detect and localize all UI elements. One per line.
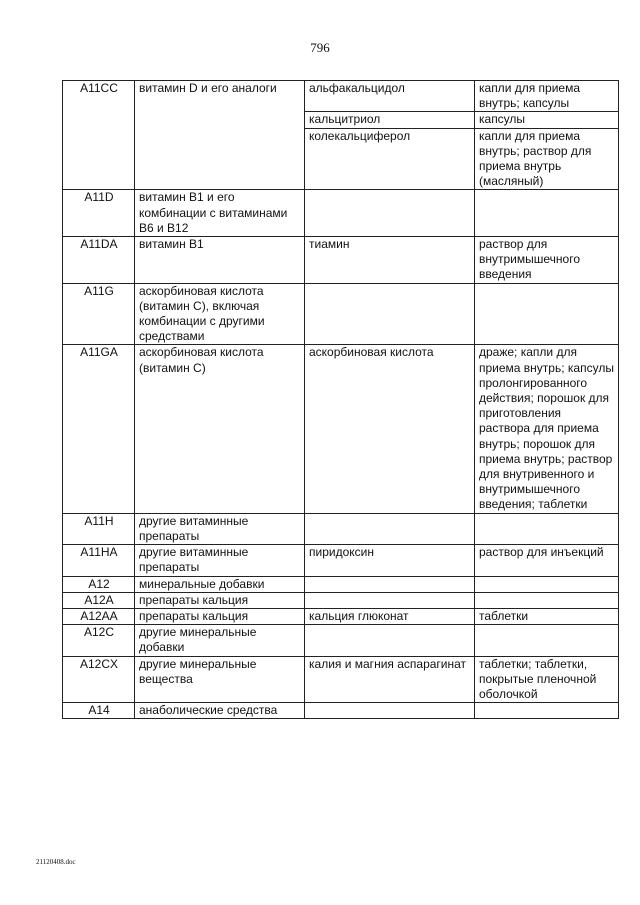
pharmacological-group: другие минеральные добавки	[135, 625, 305, 656]
atc-code: A12A	[63, 592, 135, 608]
table-row	[63, 513, 619, 544]
substance-name	[305, 576, 475, 592]
table-row	[63, 625, 619, 656]
substance-name: калия и магния аспарагинат	[305, 656, 475, 703]
table-row	[63, 81, 619, 112]
table-row	[63, 237, 619, 284]
table-row	[63, 592, 619, 608]
atc-code: A11DA	[63, 237, 135, 284]
atc-code: A12AA	[63, 608, 135, 624]
table-row	[63, 190, 619, 237]
pharmacological-group: аскорбиновая кислота (витамин С), включая комбинации с другими средствами	[135, 283, 305, 345]
table-row	[63, 545, 619, 576]
atc-code: A12C	[63, 625, 135, 656]
dosage-form	[475, 576, 619, 592]
dosage-form	[475, 283, 619, 345]
dosage-form	[475, 625, 619, 656]
pharmacological-group: другие витаминные препараты	[135, 545, 305, 576]
substance-name: аскорбиновая кислота	[305, 345, 475, 513]
pharmacological-group: другие минеральные вещества	[135, 656, 305, 703]
pharmacological-group: препараты кальция	[135, 592, 305, 608]
atc-code: A11G	[63, 283, 135, 345]
table-row	[63, 576, 619, 592]
pharmacological-group: минеральные добавки	[135, 576, 305, 592]
atc-code: A12	[63, 576, 135, 592]
substance-name: колекальциферол	[305, 128, 475, 190]
dosage-form: раствор для инъекций	[475, 545, 619, 576]
atc-code: A14	[63, 703, 135, 719]
dosage-form: таблетки	[475, 608, 619, 624]
atc-code: A11H	[63, 513, 135, 544]
dosage-form: капсулы	[475, 112, 619, 128]
dosage-form: раствор для внутримышечного введения	[475, 237, 619, 284]
atc-code: A12CX	[63, 656, 135, 703]
substance-name	[305, 190, 475, 237]
table-row	[63, 703, 619, 719]
dosage-form	[475, 513, 619, 544]
atc-code: A11D	[63, 190, 135, 237]
substance-name	[305, 703, 475, 719]
table-row	[63, 656, 619, 703]
substance-name: пиридоксин	[305, 545, 475, 576]
dosage-form: капли для приема внутрь; капсулы	[475, 81, 619, 112]
dosage-form: таблетки; таблетки, покрытые пленочной оболочкой	[475, 656, 619, 703]
substance-name	[305, 625, 475, 656]
atc-code: A11GA	[63, 345, 135, 513]
atc-code: A11HA	[63, 545, 135, 576]
pharmacological-group: другие витаминные препараты	[135, 513, 305, 544]
dosage-form	[475, 190, 619, 237]
substance-name: альфакальцидол	[305, 81, 475, 112]
substance-name: кальцитриол	[305, 112, 475, 128]
table-row	[63, 608, 619, 624]
table-row	[63, 283, 619, 345]
dosage-form: капли для приема внутрь; раствор для приема внутрь (масляный)	[475, 128, 619, 190]
pharmacological-group: витамин B1	[135, 237, 305, 284]
drug-table	[62, 80, 619, 719]
atc-code: A11CC	[63, 81, 135, 190]
substance-name	[305, 513, 475, 544]
dosage-form	[475, 703, 619, 719]
pharmacological-group: анаболические средства	[135, 703, 305, 719]
substance-name	[305, 592, 475, 608]
pharmacological-group: аскорбиновая кислота (витамин С)	[135, 345, 305, 513]
pharmacological-group: витамин B1 и его комбинации с витаминами B6 и B12	[135, 190, 305, 237]
pharmacological-group: препараты кальция	[135, 608, 305, 624]
table-row	[63, 345, 619, 513]
pharmacological-group: витамин D и его аналоги	[135, 81, 305, 190]
dosage-form: драже; капли для приема внутрь; капсулы пролонгированного действия; порошок для приготовления раствора для приема внутрь; порошок для приема внутрь; раствор для внутривенного и внутримышечного введения; таблетки	[475, 345, 619, 513]
page-number: 796	[310, 40, 330, 55]
dosage-form	[475, 592, 619, 608]
substance-name	[305, 283, 475, 345]
substance-name: тиамин	[305, 237, 475, 284]
footer-filename: 21120408.doc	[36, 858, 76, 866]
substance-name: кальция глюконат	[305, 608, 475, 624]
